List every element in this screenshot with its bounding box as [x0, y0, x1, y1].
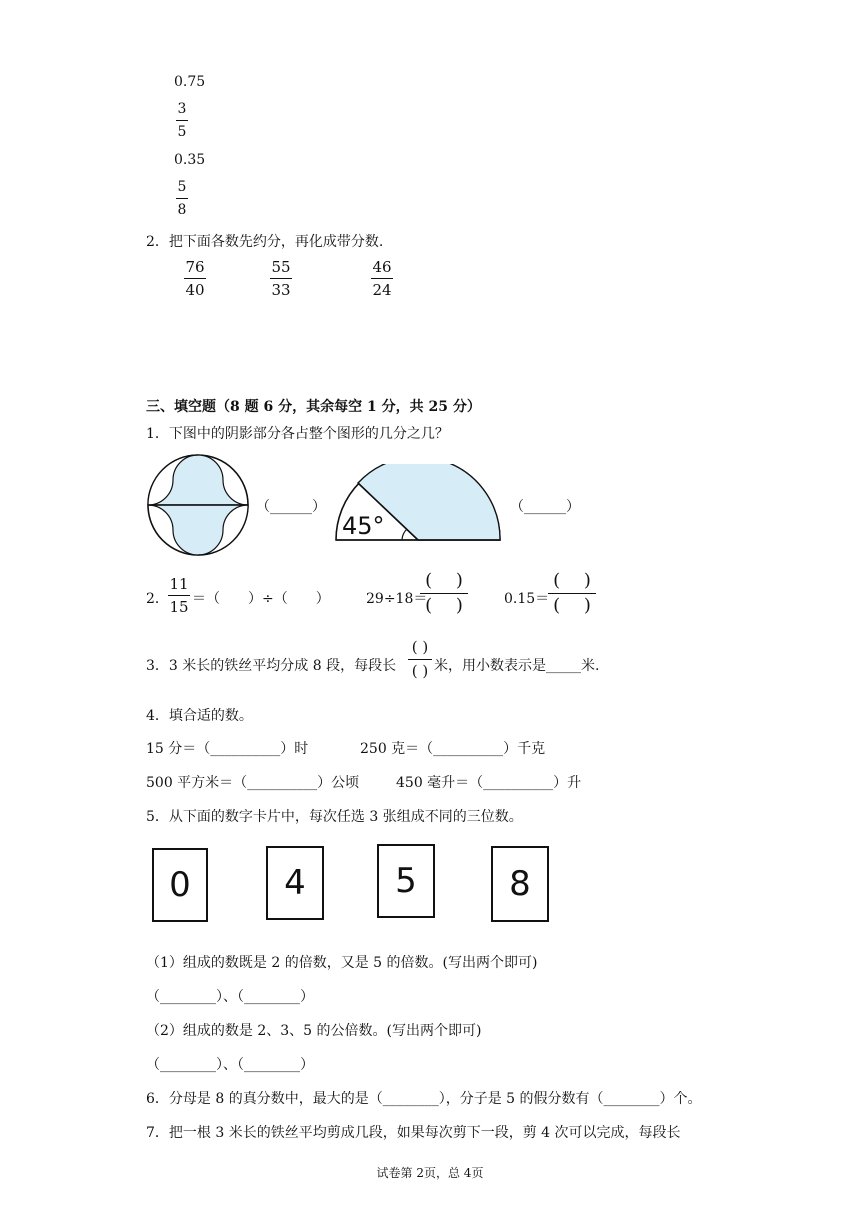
question-5-sub2-blanks[interactable]: （________）、（________） [146, 1057, 314, 1073]
question-2-equation: ＝（ ）÷（ ） [192, 591, 330, 607]
fraction-76-40: 76 40 [185, 258, 205, 299]
digit-card-5: 5 [377, 844, 435, 918]
answer-blank-2[interactable]: （______） [510, 499, 580, 515]
question-4-row2-a: 500 平方米＝（__________）公顷 [146, 775, 360, 791]
digit-card-0: 0 [152, 848, 208, 922]
question-5-text: 5．从下面的数字卡片中，每次任选 3 张组成不同的三位数。 [146, 809, 523, 825]
question-1-text: 1．下图中的阴影部分各占整个图形的几分之几？ [146, 426, 449, 442]
blank-fraction-3[interactable]: ( ) ( ) [408, 638, 432, 681]
question-4-row1-a: 15 分＝（__________）时 [146, 741, 309, 757]
question-2-decimal: 0.15＝ [504, 591, 550, 607]
question-3-text-after: 米，用小数表示是_____米. [434, 658, 600, 674]
decimal-value-2: 0.35 [174, 152, 206, 168]
answer-blank-1[interactable]: （______） [256, 499, 326, 515]
question-2-division: 29÷18＝ [366, 591, 428, 607]
question-4-row2-b: 450 毫升＝（__________）升 [396, 775, 582, 791]
fraction-11-15: 11 15 [169, 575, 189, 616]
question-5-sub1-blanks[interactable]: （________）、（________） [146, 989, 314, 1005]
decimal-value-1: 0.75 [174, 74, 206, 90]
question-5-sub1: （1）组成的数既是 2 的倍数，又是 5 的倍数。(写出两个即可) [146, 955, 538, 971]
question-4-row1-b: 250 克＝（__________）千克 [360, 741, 546, 757]
angle-label: 45° [342, 512, 385, 540]
page-footer: 试卷第 2页，总 4页 [376, 1166, 484, 1180]
question-4-text: 4．填合适的数。 [146, 708, 253, 724]
blank-fraction-1[interactable]: ( ) ( ) [420, 571, 468, 616]
section-title: 三、填空题（8 题 6 分，其余每空 1 分，共 25 分） [146, 399, 481, 415]
question-3-text-before: 3．3 米长的铁丝平均分成 8 段，每段长 [146, 658, 397, 674]
digit-card-8: 8 [491, 846, 549, 922]
shaded-circle-figure [144, 452, 252, 558]
fraction-5-8: 5 8 [177, 179, 187, 218]
blank-fraction-2[interactable]: ( ) ( ) [548, 571, 596, 616]
question-5-sub2: （2）组成的数是 2、3、5 的公倍数。(写出两个即可) [146, 1023, 482, 1039]
question-7-text: 7．把一根 3 米长的铁丝平均剪成几段，如果每次剪下一段，剪 4 次可以完成，每段长 [146, 1125, 681, 1141]
question-6-text: 6．分母是 8 的真分数中，最大的是（________），分子是 5 的假分数有（________）个。 [146, 1091, 702, 1107]
fraction-46-24: 46 24 [372, 258, 392, 299]
fraction-55-33: 55 33 [271, 258, 291, 299]
reduce-question-prompt: 2．把下面各数先约分，再化成带分数. [146, 234, 384, 250]
digit-card-4: 4 [266, 846, 324, 920]
shaded-semicircle-figure [334, 464, 502, 542]
question-2-prefix: 2． [146, 591, 169, 607]
fraction-3-5: 3 5 [177, 101, 187, 140]
